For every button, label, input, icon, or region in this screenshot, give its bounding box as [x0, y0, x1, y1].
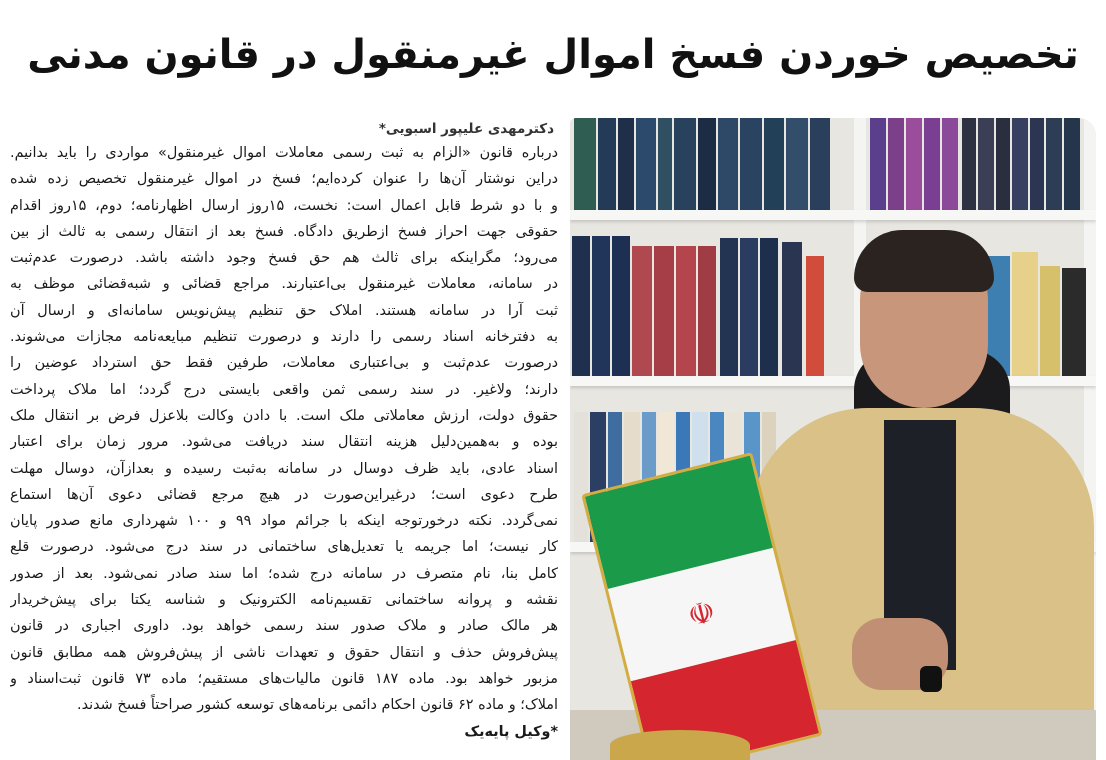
text-line: پیش‌فروش حذف و انتقال حقوق و تعهدات ناشی از پیش‌فروش همه مطابق قانون [10, 644, 558, 661]
book-row [570, 118, 1096, 210]
author-photo [570, 118, 1096, 760]
headline-block [0, 0, 1106, 110]
text-line: هر مالک صادر و ملاک صدور سند رسمی خواهد بود. داوری اجباری در قانون [10, 618, 558, 635]
text-line: کامل بنا، نام متصرف در سامانه درج شده؛ اما سند صادر نمی‌شود. بعد از صدور [10, 565, 558, 582]
text-line: نقشه و پروانه ساختمانی تقسیم‌نامه الکترونیک و شناسه یکتا برای پیش‌خریدار [10, 592, 558, 609]
flag-emblem-icon: ☫ [684, 594, 720, 635]
text-line: ثبت آرا در سامانه هستند. املاک حق تنظیم پیش‌نویس سامانه‌ای و ارسال آن [10, 302, 558, 319]
text-line: املاک؛ و ماده ۶۲ قانون احکام دائمی برنامه‌های توسعه کشور صراحتاً فسخ شدند. [77, 697, 558, 714]
author-title: *وکیل پایه‌یک [464, 723, 558, 740]
text-line: اسناد عادی، باید ظرف دوسال در سامانه به‌ثبت رسیده و بعدازآن، دوسال مهلت [10, 460, 558, 477]
flag-stand [610, 730, 750, 760]
text-line: نمی‌گردد. نکته درخورتوجه اینکه با جرائم مواد ۹۹ و ۱۰۰ شهرداری مانع صدور پایان [10, 513, 558, 530]
text-line: می‌رود؛ مگراینکه برای ثالث هم حق فسخ وجود داشته باشد. درصورت عدم‌ثبت [10, 250, 558, 267]
text-line: دارند؛ ولاغیر. در سند رسمی ثمن واقعی بایستی درج گردد؛ اما ملاک پرداخت [10, 381, 558, 398]
text-line: حقوق دولت، ارزش معاملاتی ملک است. با دادن وکالت بلاعزل فرض بر انتقال ملک [10, 407, 558, 424]
shelf-board [570, 376, 1096, 386]
text-line: دراین نوشتار آن‌ها را عنوان کرده‌ایم؛ فسخ در اموال غیرمنقول تخصیص زده شده [10, 171, 558, 188]
article-body [10, 118, 558, 758]
text-line: در سامانه، معاملات غیرمنقول بی‌اعتبارند. مراجع قضائی و شبه‌قضائی موظف به [10, 276, 558, 293]
shelf-board [570, 210, 1096, 220]
author-byline: دکترمهدی علیپور اسبویی* [378, 121, 554, 137]
wristwatch-icon [920, 666, 942, 692]
person-hair [854, 230, 994, 292]
book-row [570, 236, 1096, 376]
text-line: درصورت عدم‌ثبت و بی‌اعتباری معاملات، طرفین فقط حق استرداد عوضین را [10, 355, 558, 372]
article-text [10, 140, 558, 719]
text-line: و با دو شرط قابل اعمال است: نخست، ۱۵روز ارسال اظهارنامه؛ دوم، ۱۵روز اقدام [10, 197, 558, 214]
text-line: طرح دعوی است؛ درغیراین‌صورت در هیچ مرجع قضائی دعوی آن‌ها استماع [10, 486, 558, 503]
text-line: مزبور خواهد بود. ماده ۱۸۷ قانون مالیات‌های مستقیم؛ ماده ۷۳ قانون ثبت‌اسناد و [10, 670, 558, 687]
headline: تخصیص خوردن فسخ اموال غیرمنقول در قانون مدنی [27, 32, 1079, 78]
text-line: بوده و به‌همین‌دلیل هزینه انتقال سند دریافت می‌شود. مرور زمان برای اعتبار [10, 434, 558, 451]
text-line: درباره قانون «الزام به ثبت رسمی معاملات اموال غیرمنقول» مواردی را باید بدانیم. [10, 145, 558, 161]
text-line: کار نیست؛ اما جریمه یا تعدیل‌های ساختمانی در سند درج می‌شود. درصورت قلع [10, 539, 558, 556]
text-line: حقوقی جهت احراز فسخ ازطریق دادگاه. فسخ بعد از انتقال رسمی به ثالث از بین [10, 223, 558, 240]
text-line: به دفترخانه اسناد رسمی را دارند و درصورت تنظیم مبایعه‌نامه مجازات می‌شوند. [10, 329, 558, 346]
